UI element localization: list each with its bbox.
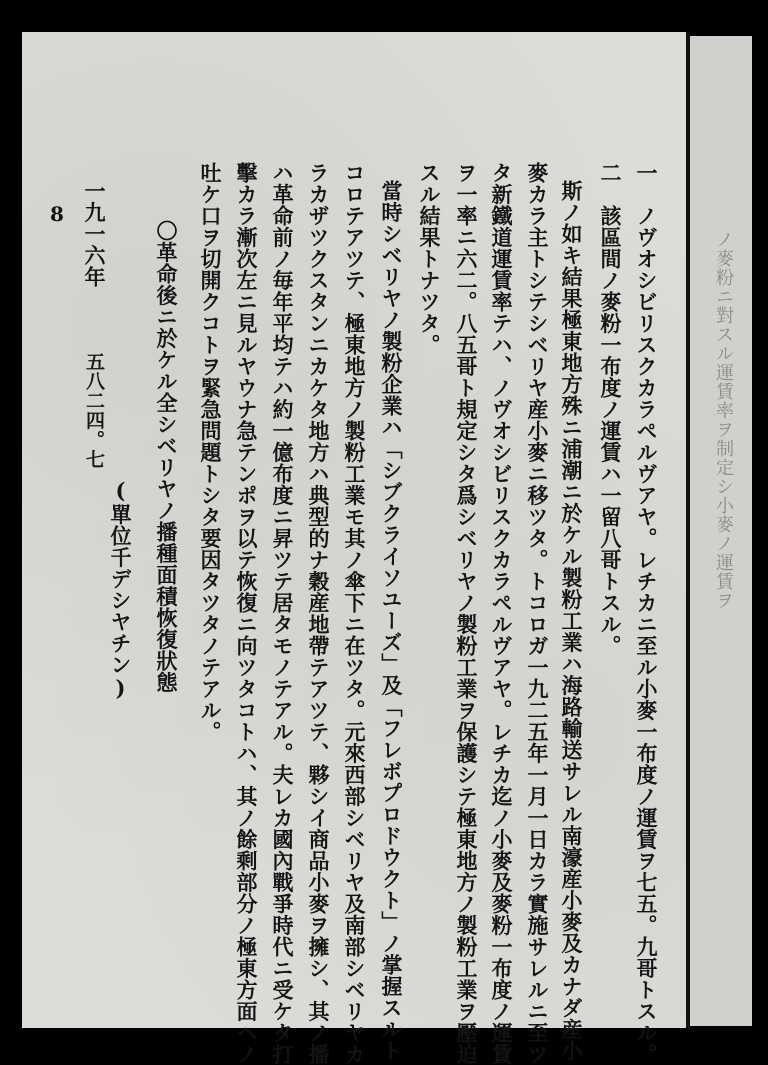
item-one: 一 ノヴオシビリスクカラペルヴアヤ。レチカニ至ル小麥一布度ノ運賃ヲ七五。九哥トスル。 [634, 162, 659, 1065]
item-two: 二 該區間ノ麥粉一布度ノ運賃ハ一留八哥トスル。 [598, 162, 623, 657]
paragraph1-line-1: 斯ノ如キ結果極東地方殊ニ浦潮ニ於ケル製粉工業ハ海路輸送サレル南濠産小麥及カナダ産小 [559, 180, 584, 1062]
paragraph2-line-6: 吐ケ口ヲ切開クコトヲ緊急問題トシタ要因タツタノテアル。 [198, 162, 223, 743]
paragraph2-line-1: 當時シベリヤノ製粉企業ハ「シブクライソユーズ」及「フレボプロドウクト」ノ掌握スルト [379, 180, 404, 1062]
paragraph2-line-3: ラカザツクスタンニカケタ地方ハ典型的ナ穀産地帶テアツテ、夥シイ商品小麥ヲ擁シ、其ノ播 [306, 162, 331, 1065]
paragraph1-line-5: スル結果トナツタ。 [417, 162, 442, 356]
paragraph1-line-3: タ新鐵道運賃率テハ、ノヴオシビリスクカラペルヴアヤ。レチカ迄ノ小麥及麥粉一布度ノ運賃 [489, 162, 514, 1065]
paragraph2-line-4: ハ革命前ノ毎年平均テハ約一億布度ニ昇ツテ居タモノテアル。夫レカ國內戰爭時代ニ受ケタ打 [270, 162, 295, 1065]
paragraph1-line-4: ヲ一率ニ六二。八五哥ト規定シタ爲シベリヤノ製粉工業ヲ保護シテ極東地方ノ製粉工業ヲ壓迫 [454, 162, 479, 1065]
paragraph2-line-5: 擊カラ漸次左ニ見ルヤウナ急テンポヲ以テ恢復ニ向ツタコトハ、其ノ餘剩部分ノ極東方面ヘノ [234, 162, 259, 1065]
table-year: 一九一六年 [82, 180, 107, 288]
page-number: 8 [50, 202, 64, 226]
paragraph2-line-2: コロテアツテ、極東地方ノ製粉工業モ其ノ傘下ニ在ツタ。元來西部シベリヤ及南部シベリヤカ [342, 162, 367, 1065]
table-value: 五八二四。七 [83, 352, 105, 469]
paragraph1-line-2: 麥カラ主トシテシベリヤ産小麥ニ移ツタ。トコロガ一九二五年一月一日カラ實施サレルニ至ツ [525, 162, 550, 1065]
table-unit: (單位千デシヤチン) [108, 478, 133, 701]
table-caption: 〇革命後ニ於ケル全シベリヤノ播種面積恢復狀態 [154, 220, 179, 693]
facing-page-bleed-text: ノ麥粉ニ對スル運賃率ヲ制定シ小麥ノ運賃ヲ [713, 230, 734, 610]
